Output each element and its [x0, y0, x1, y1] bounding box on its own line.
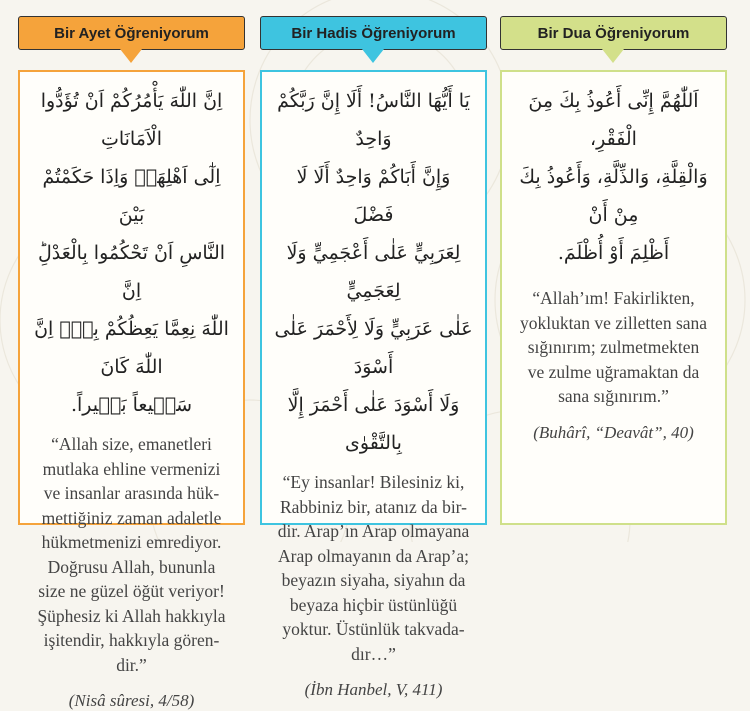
hadis-tab	[260, 16, 487, 50]
dua-panel	[500, 70, 727, 525]
hadis-arabic-text: يَا أَيُّهَا النَّاسُ! أَلَا إِنَّ رَبَّكُمْ وَاحِدٌ وَإِنَّ أَبَاكُمْ وَاحِدٌ أَلَا لَا فَضْلَ لِعَرَبِيٍّ عَلٰى أَعْجَمِيٍّ وَلَا لِعَجَمِيٍّ عَلٰى عَرَبِيٍّ وَلَا لِأَحْمَرَ عَلٰى أَسْوَدَ وَلَا أَسْوَدَ عَلٰى أَحْمَرَ إِلَّا بِالتَّقْوٰى	[274, 90, 473, 454]
hadis-panel	[260, 70, 487, 699]
dua-source: (Buhârî, “Deavât”, 40)	[533, 422, 694, 442]
hadis-source: (İbn Hanbel, V, 411)	[304, 680, 443, 699]
dua-tab-title: Bir Dua Öğreniyorum	[537, 24, 690, 42]
ayet-tab	[18, 16, 245, 50]
ayet-tab-title: Bir Ayet Öğreniyorum	[54, 24, 209, 42]
ayet-source: (Nisâ sûresi, 4/58)	[68, 691, 195, 710]
hadis-translation: “Ey insanlar! Bilesiniz ki, Rabbiniz bir, atanız da bir- dir. Arap’ın Arap olmayana Arap olmayanın da Arap’a; beyazın siyaha, siyahın da beyaza hiçbir üstünlüğü yoktur. Üstünlük takvada- dır…”	[277, 472, 470, 664]
hadis-tab-title: Bir Hadis Öğreniyorum	[291, 24, 456, 42]
dua-tab	[500, 16, 727, 50]
ayet-arabic-text: اِنَّ اللّٰهَ يَأْمُرُكُمْ اَنْ تُؤَدُّوا الْاَمَانَاتِ اِلٰٓى اَهْلِهَاۙ وَاِذَا حَكَمْتُمْ بَيْنَ النَّاسِ اَنْ تَحْكُمُوا بِالْعَدْلِؕ اِنَّ اللّٰهَ نِعِمَّا يَعِظُكُمْ بِه۪ؕ اِنَّ اللّٰهَ كَانَ سَم۪يعاً بَص۪يراً.	[34, 90, 229, 416]
ayet-tab-arrow-icon	[120, 49, 142, 63]
dua-arabic-text: اَللّٰهُمَّ إِنِّى أَعُوذُ بِكَ مِنَ الْفَقْرِ، وَالْقِلَّةِ، وَالذِّلَّةِ، وَأَعُوذُ بِكَ مِنْ أَنْ أَظْلِمَ أَوْ أُظْلَمَ.	[519, 90, 708, 264]
dua-tab-arrow-icon	[602, 49, 624, 63]
dua-translation: “Allah’ım! Fakirlikten, yokluktan ve zilletten sana sığınırım; zulmetmekten ve zulme uğramaktan da sana sığınırım.”	[519, 288, 708, 406]
ayet-panel	[18, 70, 245, 710]
hadis-tab-arrow-icon	[362, 49, 384, 63]
ayet-translation: “Allah size, emanetleri mutlaka ehline vermenizi ve insanlar arasında hük- mettiğiniz zaman adaletle hükmetmenizi emrediyor. Doğrusu Allah, bununla size ne güzel öğüt veriyor! Şüphesiz ki Allah hakkıyla işitendir, hakkıyla gören- dir.”	[37, 434, 226, 675]
